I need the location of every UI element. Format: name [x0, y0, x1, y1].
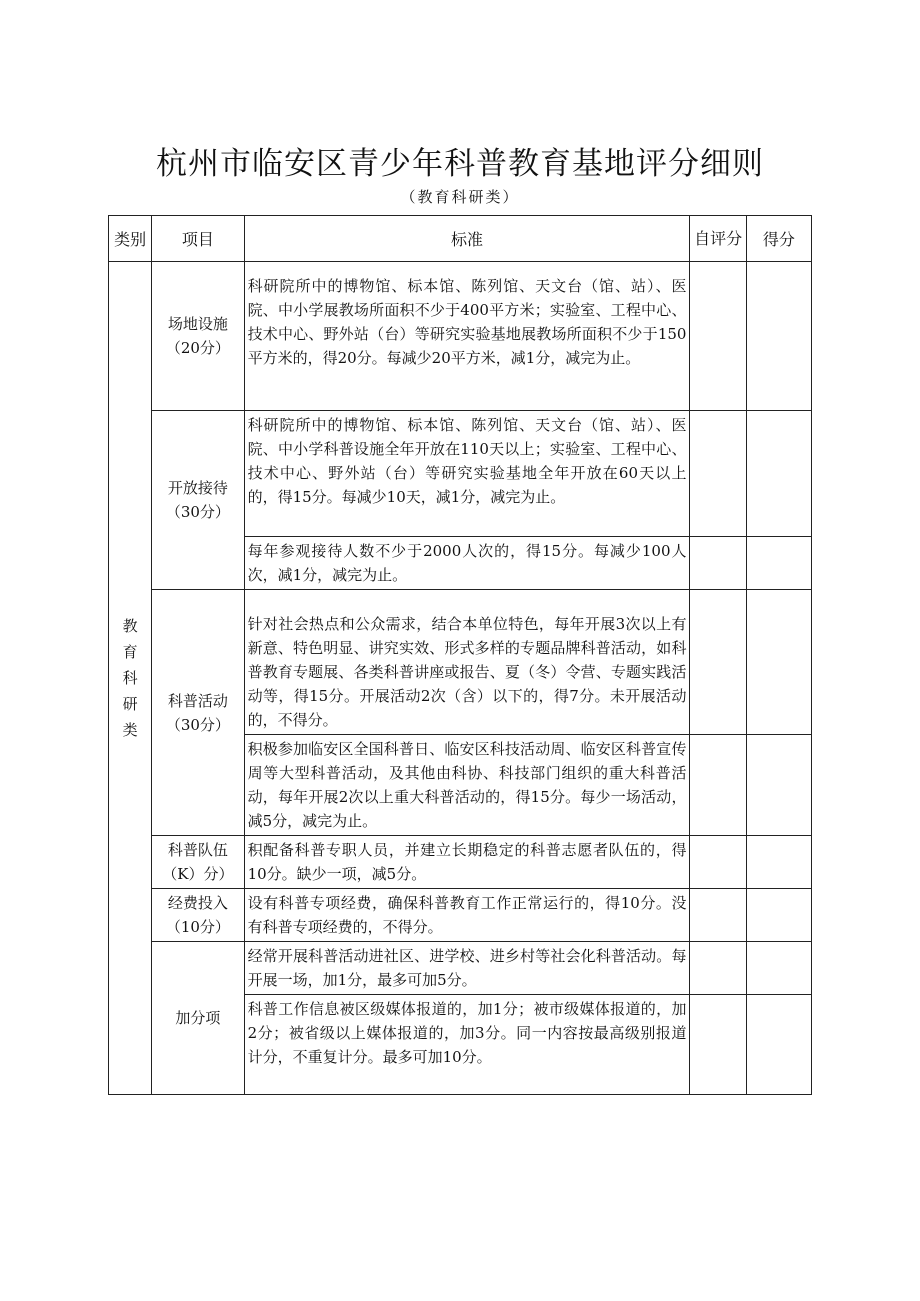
item-cell: 加分项 [152, 942, 244, 1095]
table-header-row [109, 216, 812, 262]
score-cell[interactable] [746, 889, 811, 942]
table-row [109, 889, 812, 942]
standard-cell: 科普工作信息被区级媒体报道的，加1分；被市级媒体报道的，加2分；被省级以上媒体报道的，加3分。同一内容按最高级别报道计分，不重复计分。最多可加10分。 [244, 995, 690, 1095]
header-self-score: 自评分 [690, 216, 746, 262]
page-subtitle: （教育科研类） [400, 188, 520, 206]
standard-cell: 积极参加临安区全国科普日、临安区科技活动周、临安区科普宣传周等大型科普活动，及其他由科协、科技部门组织的重大科普活动，每年开展2次以上重大科普活动的，得15分。每少一场活动，减5分，减完为止。 [244, 735, 690, 836]
self-score-cell[interactable] [690, 942, 746, 995]
header-standard: 标准 [244, 216, 690, 262]
self-score-cell[interactable] [690, 836, 746, 889]
item-cell: 开放接待（30分） [152, 411, 244, 590]
item-cell: 科普队伍（K）分） [152, 836, 244, 889]
score-cell[interactable] [746, 942, 811, 995]
standard-cell: 每年参观接待人数不少于2000人次的，得15分。每减少100人次，减1分，减完为止。 [244, 537, 690, 590]
table-row [109, 590, 812, 735]
self-score-cell[interactable] [690, 537, 746, 590]
table-row [109, 411, 812, 537]
standard-cell: 经常开展科普活动进社区、进学校、进乡村等社会化科普活动。每开展一场，加1分，最多可加5分。 [244, 942, 690, 995]
score-cell[interactable] [746, 537, 811, 590]
standard-cell: 设有科普专项经费，确保科普教育工作正常运行的，得10分。没有科普专项经费的，不得分。 [244, 889, 690, 942]
table-row [109, 942, 812, 995]
self-score-cell[interactable] [690, 889, 746, 942]
score-cell[interactable] [746, 735, 811, 836]
self-score-cell[interactable] [690, 411, 746, 537]
scoring-table [108, 215, 812, 1095]
header-item: 项目 [152, 216, 244, 262]
item-cell: 经费投入（10分） [152, 889, 244, 942]
score-cell[interactable] [746, 590, 811, 735]
standard-cell: 科研院所中的博物馆、标本馆、陈列馆、天文台（馆、站）、医院、中小学展教场所面积不少于400平方米；实验室、工程中心、技术中心、野外站（台）等研究实验基地展教场所面积不少于150平方米的，得20分。每减少20平方米，减1分，减完为止。 [244, 262, 690, 411]
table-row [109, 836, 812, 889]
self-score-cell[interactable] [690, 590, 746, 735]
item-cell: 科普活动（30分） [152, 590, 244, 836]
score-cell[interactable] [746, 411, 811, 537]
page-title: 杭州市临安区青少年科普教育基地评分细则 [156, 146, 764, 182]
standard-cell: 科研院所中的博物馆、标本馆、陈列馆、天文台（馆、站）、医院、中小学科普设施全年开放在110天以上；实验室、工程中心、技术中心、野外站（台）等研究实验基地全年开放在60天以上的，得15分。每减少10天，减1分，减完为止。 [244, 411, 690, 537]
header-category: 类别 [109, 216, 152, 262]
self-score-cell[interactable] [690, 262, 746, 411]
table-row [109, 262, 812, 411]
score-cell[interactable] [746, 995, 811, 1095]
score-cell[interactable] [746, 262, 811, 411]
header-score: 得分 [746, 216, 811, 262]
category-cell: 教育科研类 [109, 262, 152, 1095]
score-cell[interactable] [746, 836, 811, 889]
self-score-cell[interactable] [690, 735, 746, 836]
standard-cell: 针对社会热点和公众需求，结合本单位特色，每年开展3次以上有新意、特色明显、讲究实效、形式多样的专题品牌科普活动，如科普教育专题展、各类科普讲座或报告、夏（冬）令营、专题实践活动等，得15分。开展活动2次（含）以下的，得7分。未开展活动的，不得分。 [244, 590, 690, 735]
standard-cell: 积配备科普专职人员，并建立长期稳定的科普志愿者队伍的，得10分。缺少一项，减5分。 [244, 836, 690, 889]
item-cell: 场地设施（20分） [152, 262, 244, 411]
self-score-cell[interactable] [690, 995, 746, 1095]
